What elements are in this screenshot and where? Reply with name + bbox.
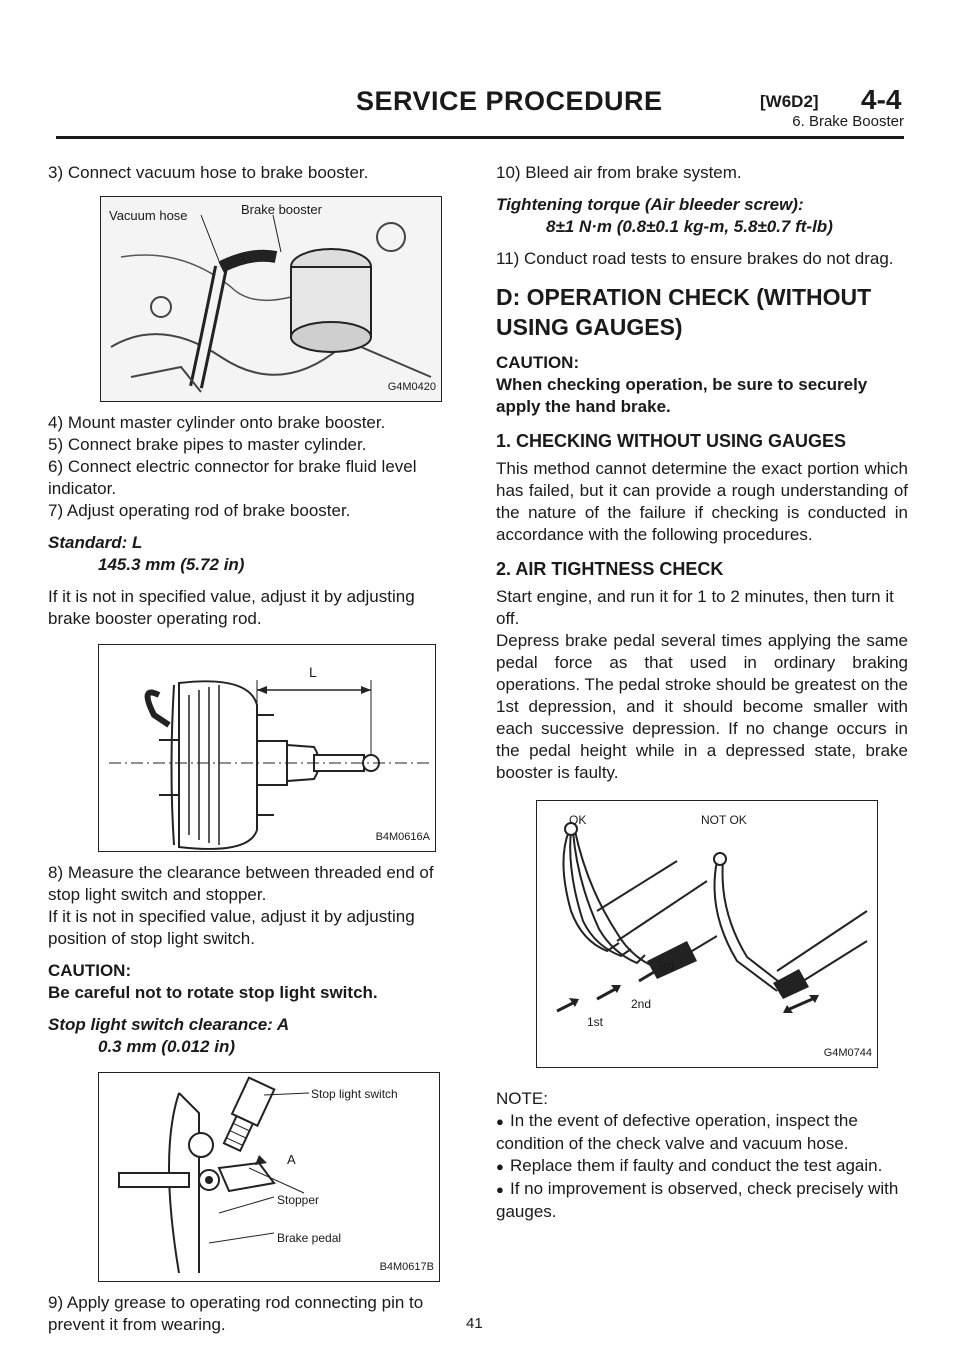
heading-air-tightness: 2. AIR TIGHTNESS CHECK	[496, 559, 724, 579]
section-subtitle: 6. Brake Booster	[792, 113, 904, 130]
left-column	[48, 162, 460, 1336]
step-10: 10) Bleed air from brake system.	[496, 163, 742, 182]
paragraph-depress-pedal: Depress brake pedal several times applying the same pedal force as that used in ordinary braking operations. The pedal stroke should be greatest on the 1st depression, and it should become smaller with each successive depression. If no change occurs in the pedal height while in a depressed state, brake booster is faulty.	[496, 631, 908, 782]
figure-id: B4M0617B	[379, 1261, 434, 1273]
brake-booster-rod-illustration	[99, 645, 435, 851]
step-5: 5) Connect brake pipes to master cylinder.	[48, 435, 367, 454]
label-not-ok: NOT OK	[701, 813, 747, 827]
caution-label: CAUTION:	[48, 961, 132, 980]
page-title: SERVICE PROCEDURE	[356, 86, 663, 116]
step-4: 4) Mount master cylinder onto brake booster.	[48, 413, 386, 432]
adjust-note: If it is not in specified value, adjust it by adjusting brake booster operating rod.	[48, 587, 415, 628]
note-item	[496, 1110, 908, 1155]
label-stop-light-switch: Stop light switch	[311, 1087, 398, 1101]
note-item	[496, 1178, 908, 1223]
section-code: [W6D2]	[760, 92, 819, 111]
vacuum-hose-illustration	[101, 197, 441, 401]
bullet: ●	[496, 1159, 504, 1174]
label-l: L	[309, 664, 317, 680]
figure-pedal-stroke	[536, 800, 878, 1068]
step-11: 11) Conduct road tests to ensure brakes do not drag.	[496, 249, 894, 268]
paragraph-start-engine: Start engine, and run it for 1 to 2 minutes, then turn it off.	[496, 587, 894, 628]
note-item	[496, 1155, 908, 1178]
torque-label: Tightening torque (Air bleeder screw):	[496, 195, 804, 214]
step-7: 7) Adjust operating rod of brake booster.	[48, 501, 351, 520]
right-column	[496, 162, 908, 1223]
note-label: NOTE:	[496, 1089, 548, 1108]
standard-value: 145.3 mm (5.72 in)	[98, 555, 245, 574]
clearance-value: 0.3 mm (0.012 in)	[98, 1037, 236, 1056]
step-6: 6) Connect electric connector for brake fluid level indicator.	[48, 457, 417, 498]
figure-id: G4M0744	[823, 1047, 872, 1059]
note-text: Replace them if faulty and conduct the test again.	[510, 1156, 883, 1175]
caution-text: When checking operation, be sure to securely apply the hand brake.	[496, 375, 868, 416]
label-a: A	[287, 1152, 296, 1167]
header-rule	[56, 136, 904, 139]
page-number: 41	[466, 1315, 483, 1332]
label-brake-booster: Brake booster	[241, 202, 322, 217]
figure-vacuum-hose	[100, 196, 442, 402]
label-1st: 1st	[587, 1015, 604, 1029]
note-text: If no improvement is observed, check precisely with gauges.	[496, 1179, 899, 1221]
paragraph-checking: This method cannot determine the exact portion which has failed, but it can provide a rough understanding of the nature of the failure if checking is conducted in accordance with the following procedures.	[496, 459, 908, 544]
note-text: In the event of defective operation, inspect the condition of the check valve and vacuum hose.	[496, 1111, 858, 1153]
label-vacuum-hose: Vacuum hose	[109, 208, 188, 223]
standard-label: Standard: L	[48, 533, 143, 552]
heading-checking-without-gauges: 1. CHECKING WITHOUT USING GAUGES	[496, 431, 847, 451]
torque-value: 8±1 N·m (0.8±0.1 kg-m, 5.8±0.7 ft-lb)	[546, 217, 833, 236]
bullet: ●	[496, 1114, 504, 1129]
label-3rd: 3rd	[657, 959, 675, 973]
step-3: 3) Connect vacuum hose to brake booster.	[48, 163, 369, 182]
figure-id: G4M0420	[387, 381, 436, 393]
section-number: 4-4	[861, 84, 902, 115]
label-2nd: 2nd	[631, 997, 652, 1011]
label-brake-pedal: Brake pedal	[277, 1231, 342, 1245]
figure-operating-rod	[98, 644, 436, 852]
step-9: 9) Apply grease to operating rod connecting pin to prevent it from wearing.	[48, 1293, 424, 1334]
label-ok: OK	[569, 813, 587, 827]
figure-id: B4M0616A	[375, 831, 430, 843]
bullet: ●	[496, 1182, 504, 1197]
caution-text: Be careful not to rotate stop light switch.	[48, 983, 378, 1002]
heading-operation-check: D: OPERATION CHECK (WITHOUT USING GAUGES)	[496, 284, 872, 340]
step-8b: If it is not in specified value, adjust it by adjusting position of stop light switch.	[48, 907, 415, 948]
caution-label: CAUTION:	[496, 353, 580, 372]
label-stopper: Stopper	[277, 1193, 320, 1207]
figure-stop-light-switch	[98, 1072, 440, 1282]
clearance-label: Stop light switch clearance: A	[48, 1015, 290, 1034]
step-8a: 8) Measure the clearance between threaded end of stop light switch and stopper.	[48, 863, 434, 904]
